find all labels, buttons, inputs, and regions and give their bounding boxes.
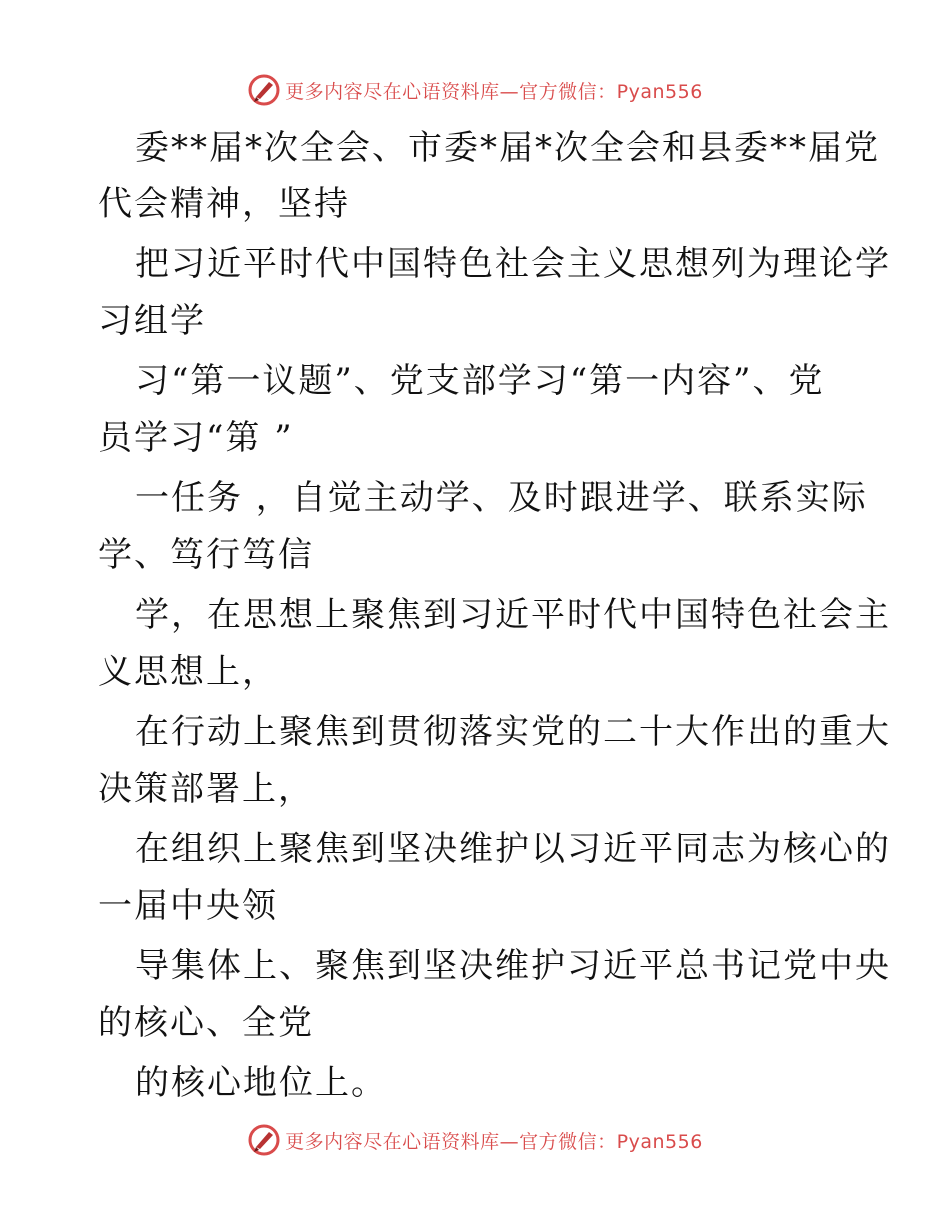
watermark-wechat-id: Pyan556 [616,80,703,103]
watermark-text: 更多内容尽在心语资料库—官方微信：Pyan556 [285,80,703,103]
text-line: 习组学 [98,301,206,341]
text-line: 学，在思想上聚焦到习近平时代中国特色社会主 [135,595,891,635]
watermark-text: 更多内容尽在心语资料库—官方微信：Pyan556 [285,1130,703,1153]
brand-logo-icon [247,73,281,107]
text-line: 一任务 ，自觉主动学、及时跟进学、联系实际 [135,478,868,518]
text-line: 义思想上， [98,652,278,692]
text-line: 在组织上聚焦到坚决维护以习近平同志为核心的 [135,829,891,869]
footer-watermark [0,1120,950,1160]
text-line: 决策部署上， [98,769,314,809]
watermark-wechat-id: Pyan556 [616,1130,703,1153]
text-line: 学、笃行笃信 [98,535,314,575]
text-line: 委**届*次全会、市委*届*次全会和县委**届党 [135,128,880,168]
brand-logo-icon [247,1123,281,1157]
text-line: 一届中央领 [98,886,278,926]
text-line: 导集体上、聚焦到坚决维护习近平总书记党中央 [135,946,891,986]
text-line: 员学习“第 ” [98,418,294,458]
header-watermark [0,70,950,110]
text-line: 的核心、全党 [98,1003,314,1043]
text-line: 把习近平时代中国特色社会主义思想列为理论学 [135,244,891,284]
text-line: 在行动上聚焦到贯彻落实党的二十大作出的重大 [135,712,891,752]
text-line: 的核心地位上。 [135,1063,387,1103]
text-line: 习“第一议题”、党支部学习“第一内容”、党 [135,361,825,401]
text-line: 代会精神，坚持 [98,184,350,224]
